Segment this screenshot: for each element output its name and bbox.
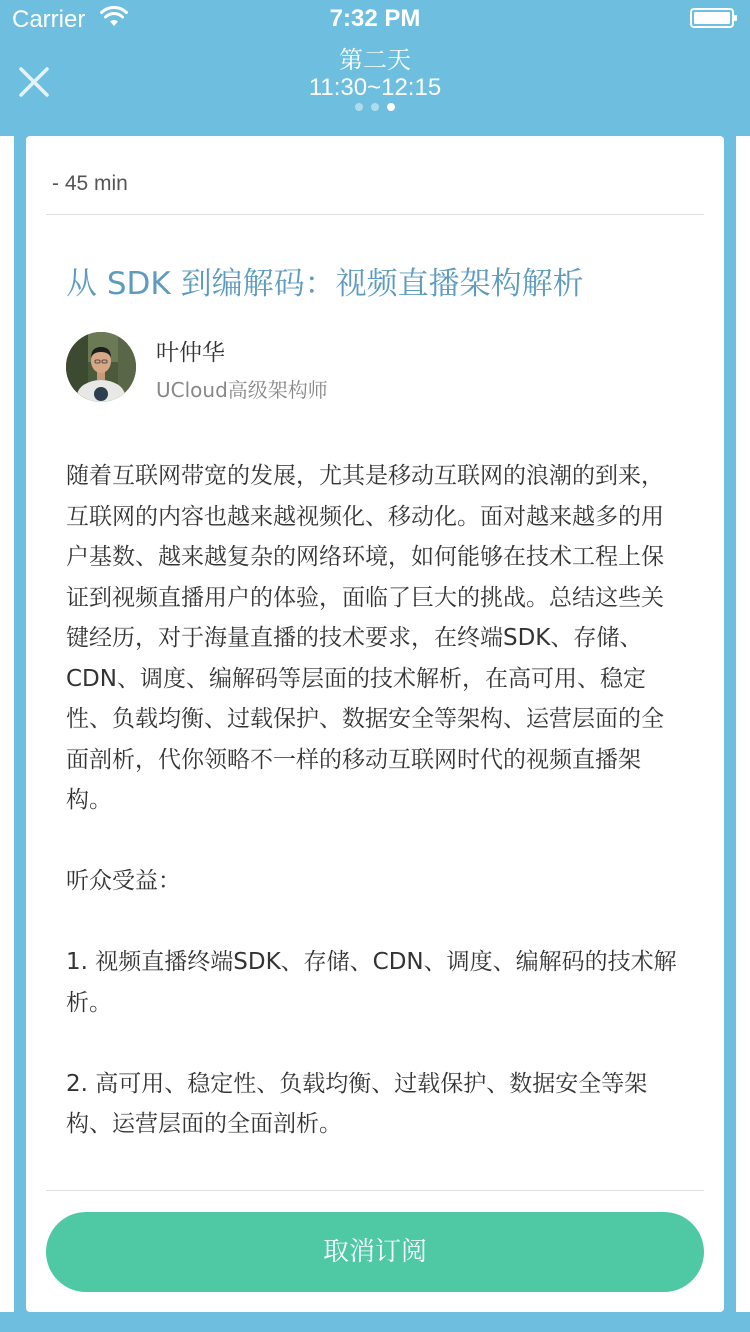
day-title: 第二天 — [339, 46, 411, 74]
session-time: 11:30~12:15 — [308, 74, 442, 101]
page-dot — [355, 103, 363, 111]
description-paragraph: 听众受益： — [66, 868, 181, 894]
battery-icon — [690, 8, 738, 28]
status-bar — [0, 0, 750, 40]
session-description — [66, 456, 686, 1185]
divider — [46, 1190, 704, 1191]
page-indicator[interactable] — [0, 103, 750, 115]
carrier-label: Carrier — [12, 6, 86, 33]
page-dot — [371, 103, 379, 111]
previous-card-edge[interactable] — [0, 136, 14, 1312]
talk-title: 从 SDK 到编解码：视频直播架构解析 — [66, 266, 584, 302]
description-paragraph: 随着互联网带宽的发展，尤其是移动互联网的浪潮的到来，互联网的内容也越来越视频化、移动化。面对越来越多的用户基数、越来越复杂的网络环境，如何能够在技术工程上保证到视频直播用户的体验，面临了巨大的挑战。总结这些关键经历，对于海量直播的技术要求，在终端SDK、存储、CDN、调度、编解码等层面的技术解析，在高可用、稳定性、负载均衡、过载保护、数据安全等架构、运营层面的全面剖析，代你领略不一样的移动互联网时代的视频直播架构。 — [66, 463, 664, 813]
avatar — [66, 332, 136, 402]
status-time: 7:32 PM — [329, 5, 421, 32]
divider — [46, 214, 704, 215]
description-paragraph: 1. 视频直播终端SDK、存储、CDN、调度、编解码的技术解析。 — [66, 949, 677, 1016]
speaker-role: UCloud高级架构师 — [156, 378, 328, 402]
next-card-edge[interactable] — [736, 136, 750, 1312]
session-card — [26, 136, 724, 1312]
unsubscribe-button[interactable]: 取消订阅 — [46, 1212, 704, 1292]
speaker-name: 叶仲华 — [156, 340, 225, 366]
duration-label: - 45 min — [52, 172, 128, 195]
page-dot-active — [387, 103, 395, 111]
description-paragraph: 2. 高可用、稳定性、负载均衡、过载保护、数据安全等架构、运营层面的全面剖析。 — [66, 1070, 648, 1137]
